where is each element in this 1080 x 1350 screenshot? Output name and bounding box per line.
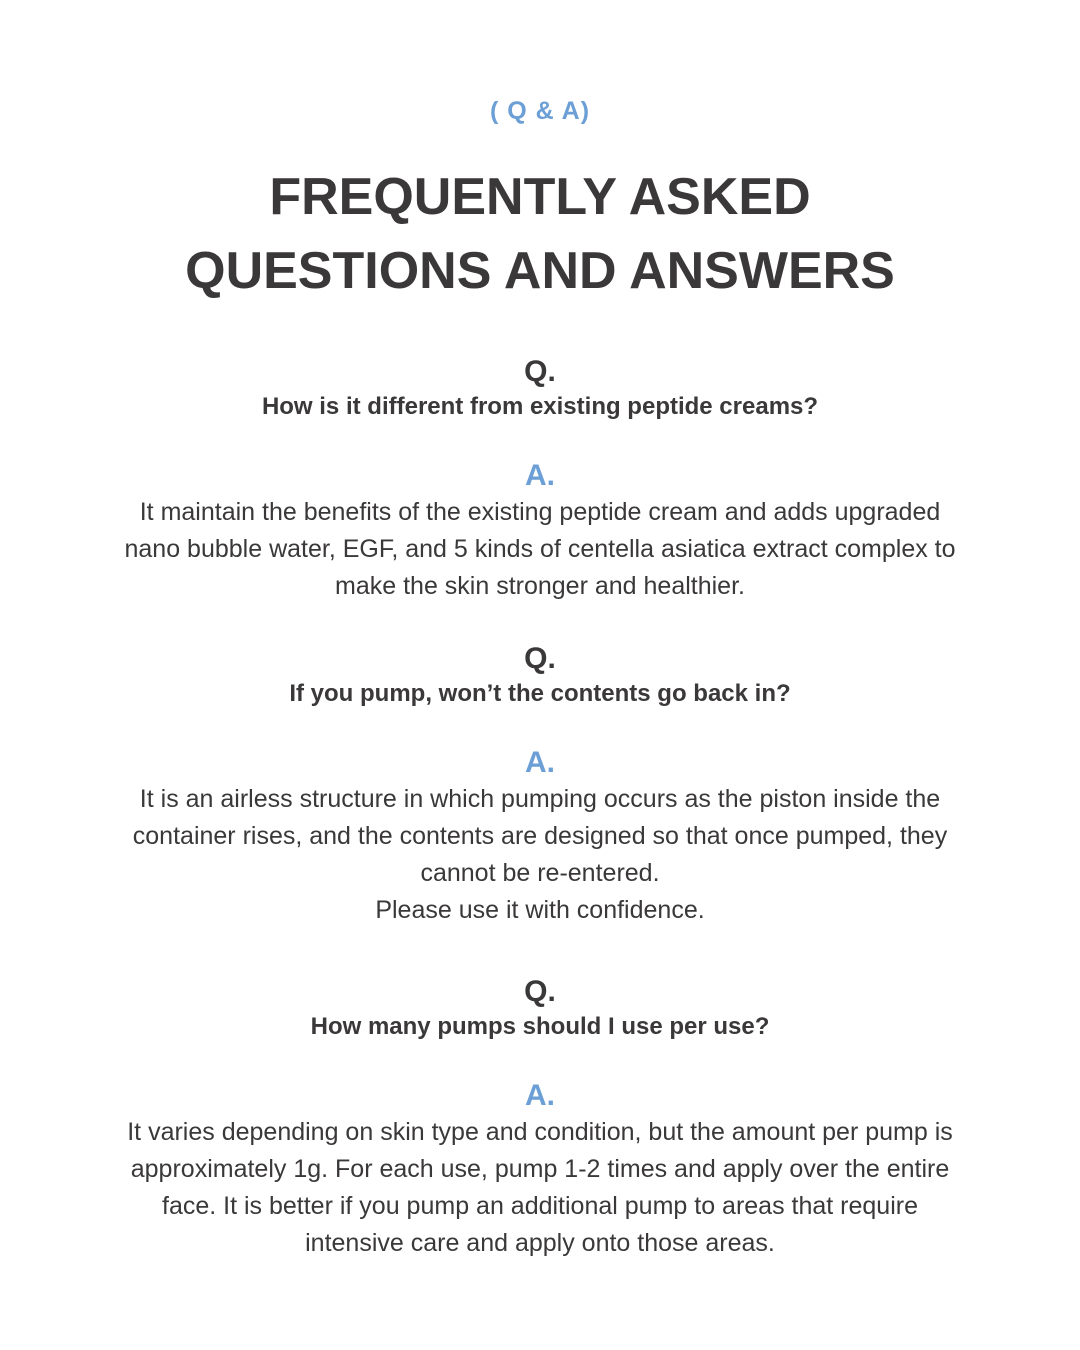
- answer-line: nano bubble water, EGF, and 5 kinds of centella asiatica extract complex to: [124, 535, 956, 563]
- question-text: How is it different from existing peptide creams?: [261, 393, 819, 420]
- faq-item-2: [60, 641, 1020, 929]
- answer-line: It varies depending on skin type and condition, but the amount per pump is: [127, 1118, 953, 1146]
- answer-marker: A.: [525, 1079, 555, 1112]
- answer-text: [60, 1114, 1020, 1262]
- answer-line: container rises, and the contents are designed so that once pumped, they: [132, 822, 948, 850]
- qa-eyebrow: ( Q & A): [489, 97, 591, 125]
- question-marker: Q.: [524, 355, 556, 388]
- answer-line: intensive care and apply onto those areas.: [305, 1229, 775, 1257]
- answer-line: face. It is better if you pump an additional pump to areas that require: [162, 1192, 918, 1220]
- answer-text: [60, 494, 1020, 605]
- answer-marker: A.: [525, 459, 555, 492]
- answer-line: make the skin stronger and healthier.: [335, 572, 745, 600]
- page-title: [0, 160, 1080, 308]
- question-marker: Q.: [524, 642, 556, 675]
- faq-item-3: [60, 974, 1020, 1262]
- page-title-line-1: FREQUENTLY ASKED: [269, 168, 811, 226]
- page-title-line-2: QUESTIONS AND ANSWERS: [185, 242, 895, 300]
- answer-line: It maintain the benefits of the existing peptide cream and adds upgraded: [139, 498, 941, 526]
- answer-line: approximately 1g. For each use, pump 1-2 times and apply over the entire: [130, 1155, 950, 1183]
- question-text: If you pump, won’t the contents go back in?: [289, 680, 791, 707]
- question-marker: Q.: [524, 975, 556, 1008]
- answer-marker: A.: [525, 746, 555, 779]
- answer-line: cannot be re-entered.: [420, 859, 660, 887]
- answer-line: Please use it with confidence.: [375, 896, 705, 924]
- answer-line: It is an airless structure in which pumping occurs as the piston inside the: [139, 785, 941, 813]
- answer-text: [60, 781, 1020, 929]
- faq-item-1: [60, 354, 1020, 605]
- question-text: How many pumps should I use per use?: [310, 1013, 770, 1040]
